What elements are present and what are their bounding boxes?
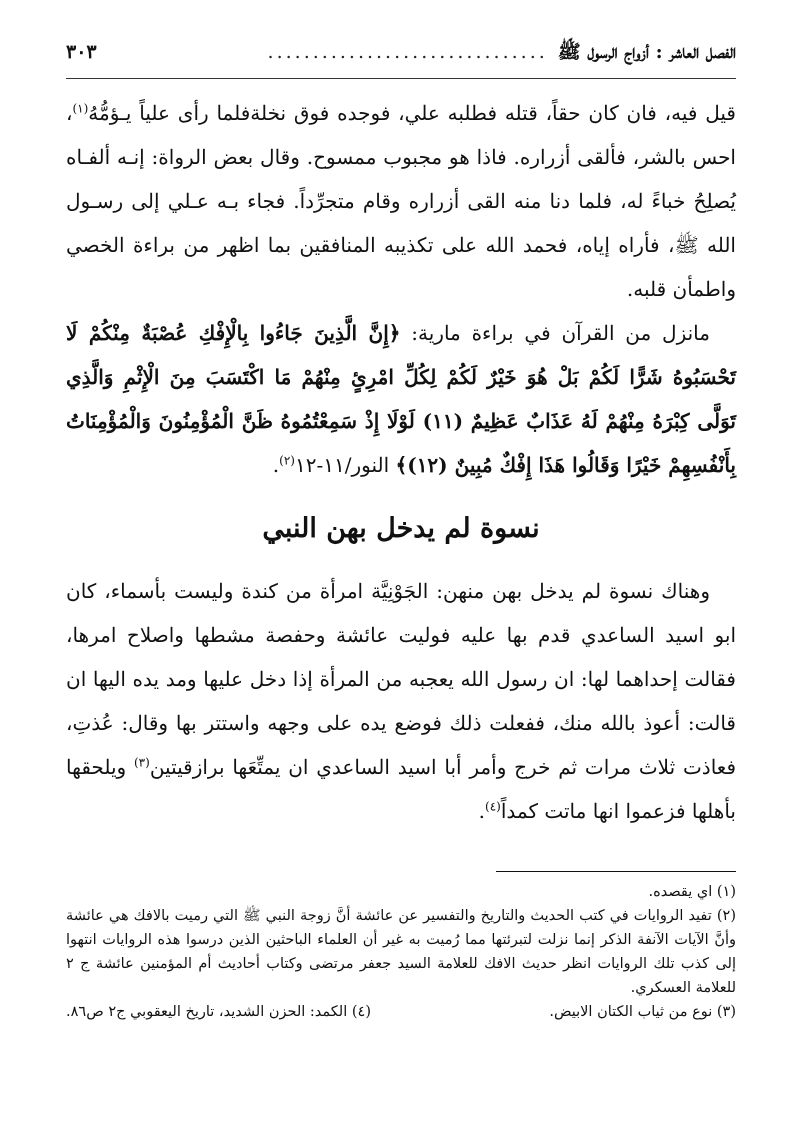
quran-intro: مانزل من القرآن في براءة مارية: [411, 321, 710, 345]
quran-reference: النور/١١-١٢ [294, 453, 390, 477]
footnote-ref-2: (٢) [279, 453, 295, 468]
paragraph-3: وهناك نسوة لم يدخل بهن منهن: الجَوْنِيَّة امرأة من كندة وليست بأسماء، كان ابو اسيد الساعدي قدم بها عليه فوليت عائشة وحفصة مشطها واصلاح امرها، فقالت إحداهما لها: ان رسول الله يعجبه من المرأة إذا دخل عليها ومد يده اليها ان قالت: أعوذ بالله منك، ففعلت ذلك فوضع يده على وجهه واستتر بها وقال: عُذتِ، فعاذت ثلاث مرات ثم خرج وأمر أبا اسيد الساعدي ان يمتِّعَها برازقيتين$^{(٣)}$ ويلحقها بأهلها فزعموا انها ماتت كمداً$^{(٤)}$. [66, 579, 737, 823]
footnote-4: (٤) الكمد: الحزن الشديد، تاريخ اليعقوبي ج٢ ص٨٦. [66, 1004, 371, 1020]
quran-verse: ﴿إِنَّ الَّذِينَ جَاءُوا بِالْإِفْكِ عُصْبَةٌ مِنْكُمْ لَا تَحْسَبُوهُ شَرًّا لَكُمْ بَلْ هُوَ خَيْرٌ لَكُمْ لِكُلِّ امْرِئٍ مِنْهُمْ مَا اكْتَسَبَ مِنَ الْإِثْمِ وَالَّذِي تَوَلَّى كِبْرَهُ مِنْهُمْ لَهُ عَذَابٌ عَظِيمٌ (١١) لَوْلَا إِذْ سَمِعْتُمُوهُ ظَنَّ الْمُؤْمِنُونَ وَالْمُؤْمِنَاتُ بِأَنْفُسِهِمْ خَيْرًا وَقَالُوا هَذَا إِفْكٌ مُبِينٌ (١٢)﴾ [66, 321, 736, 477]
footnote-ref-4: (٤) [485, 799, 501, 814]
footnote-row-3-4 [66, 1000, 736, 1024]
section-title: نسوة لم يدخل بهن النبي [262, 513, 540, 544]
footnote-ref-1: (١) [72, 101, 89, 116]
running-header [66, 40, 736, 79]
paragraph-1: قيل فيه، فان كان حقاً، قتله فطلبه علي، فوجده فوق نخلةفلما رأى علياً يـؤمُّهُ$^{(١)}$، احس بالشر، فألقى أزراره. فاذا هو مجبوب ممسوح. وقال بعض الرواة: إنـه ألفـاه يُصلِحُ خباءً له، فلما دنا منه القى أزراره وقام متجرِّداً. فجاء بـه عـلي إلى رسـول الله ﷺ، فأراه إياه، فحمد الله على تكذيبه المنافقين بما اظهر من براءة الخصي واطمأن قلبه. [66, 101, 736, 301]
footnote-3: (٣) نوع من ثياب الكتان الابيض. [549, 1004, 736, 1020]
chapter-title: الفصل العاشر : أزواج الرسول ﷺ [557, 41, 736, 63]
footnote-ref-3: (٣) [133, 755, 150, 770]
leader-dots: ............................... [267, 41, 548, 63]
footnote-2: (٢) تفيد الروايات في كتب الحديث والتاريخ والتفسير عن عائشة أنَّ زوجة النبي ﷺ التي رميت بالافك هي عائشة وأنَّ الآيات الآنفة الذكر إنما نزلت لتبرئتها مما رُميت به غير أن العلماء الباحثين الذين درسوا هذه الروايات انتهوا إلى كذب تلك الروايات انظر حديث الافك للعلامة السيد جعفر مرتضى وكتاب أحاديث أم المؤمنين عائشة ج ٢ للعلامة العسكري. [66, 908, 736, 996]
page-number: ٣٠٣ [66, 41, 97, 63]
footnote-1: (١) اي يقصده. [648, 884, 736, 900]
main-text [66, 91, 736, 833]
footnote-divider [496, 871, 736, 872]
footnotes [66, 880, 736, 1024]
paragraph-2: مانزل من القرآن في براءة مارية: ﴿إِنَّ الَّذِينَ جَاءُوا بِالْإِفْكِ عُصْبَةٌ مِنْكُمْ لَا تَحْسَبُوهُ شَرًّا لَكُمْ بَلْ هُوَ خَيْرٌ لَكُمْ لِكُلِّ امْرِئٍ مِنْهُمْ مَا اكْتَسَبَ مِنَ الْإِثْمِ وَالَّذِي تَوَلَّى كِبْرَهُ مِنْهُمْ لَهُ عَذَابٌ عَظِيمٌ (١١) لَوْلَا إِذْ سَمِعْتُمُوهُ ظَنَّ الْمُؤْمِنُونَ وَالْمُؤْمِنَاتُ بِأَنْفُسِهِمْ خَيْرًا وَقَالُوا هَذَا إِفْكٌ مُبِينٌ (١٢)﴾ النور/١١-١٢$^{(٢)}$. [66, 321, 736, 477]
